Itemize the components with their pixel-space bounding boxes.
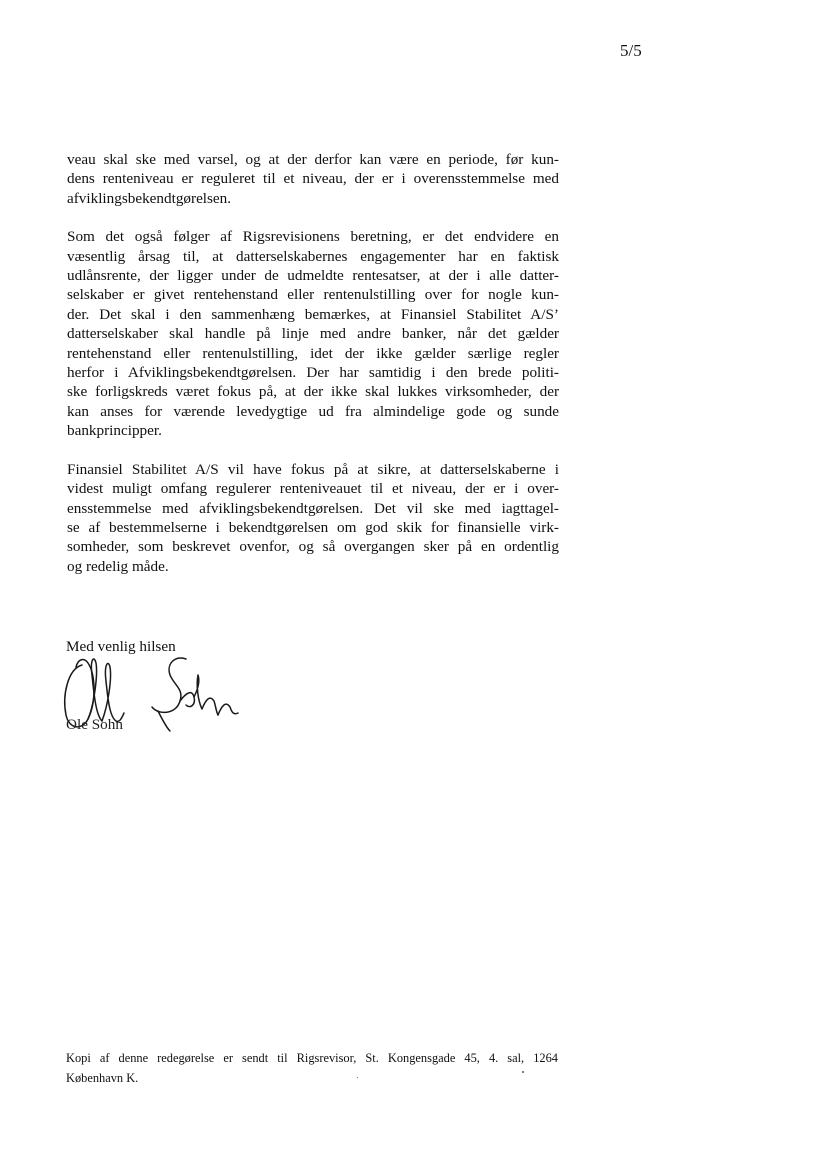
scan-speck xyxy=(522,1071,524,1073)
footer-line: København K. xyxy=(66,1071,139,1085)
paragraph xyxy=(67,227,559,440)
text-line: og redelig måde. xyxy=(67,557,169,575)
text-line: Finansiel Stabilitet A/S vil have fokus på at sikre, at datterselskaberne i xyxy=(67,460,559,478)
closing-salutation: Med venlig hilsen xyxy=(66,638,176,655)
text-line: ensstemmelse med afviklingsbekendtgørelsen. Det vil ske med iagttagel- xyxy=(67,499,559,517)
text-line: væsentlig årsag til, at datterselskabernes engagementer har en faktisk xyxy=(67,247,559,265)
text-line: dens renteniveau er reguleret til et niveau, der er i overensstemmelse med xyxy=(67,170,559,188)
scan-speck xyxy=(357,1077,358,1078)
text-line: se af bestemmelserne i bekendtgørelsen om god skik for finansielle virk- xyxy=(67,518,559,536)
text-line: videst muligt omfang regulerer renteniveauet til et niveau, der er i over- xyxy=(67,480,559,498)
letter-body xyxy=(67,150,559,595)
text-line: somheder, som beskrevet ovenfor, og så overgangen sker på en ordentlig xyxy=(67,538,559,556)
paragraph xyxy=(67,150,559,208)
footer-line: Kopi af denne redegørelse er sendt til Rigsrevisor, St. Kongensgade 45, 4. sal, 1264 xyxy=(66,1051,558,1065)
text-line: ske forligskreds været fokus på, at der ikke skal lukkes virksomheder, der xyxy=(67,383,559,401)
text-line: kan anses for værende levedygtige ud fra almindelige gode og sunde xyxy=(67,402,559,420)
paragraph xyxy=(67,460,559,576)
text-line: Som det også følger af Rigsrevisionens beretning, er det endvidere en xyxy=(67,228,559,246)
page-number: 5/5 xyxy=(620,41,642,60)
text-line: bankprincipper. xyxy=(67,422,162,440)
text-line: afviklingsbekendtgørelsen. xyxy=(67,189,232,207)
text-line: herfor i Afviklingsbekendtgørelsen. Der har samtidig i den brede politi- xyxy=(67,364,559,382)
text-line: udlånsrente, der ligger under de udmeldte rentesatser, at der i alle datter- xyxy=(67,267,559,285)
footer-copy-note xyxy=(66,1048,558,1088)
text-line: selskaber er givet rentehenstand eller rentenulstilling over for nogle kun- xyxy=(67,286,559,304)
text-line: der. Det skal i den sammenhæng bemærkes, at Finansiel Stabilitet A/S’ xyxy=(67,305,559,323)
text-line: rentehenstand eller rentenulstilling, idet der ikke gælder særlige regler xyxy=(67,344,559,362)
signer-name: Ole Sohn xyxy=(66,716,123,733)
text-line: veau skal ske med varsel, og at der derfor kan være en periode, før kun- xyxy=(67,151,559,168)
text-line: datterselskaber skal handle på linje med andre banker, når det gælder xyxy=(67,325,559,343)
